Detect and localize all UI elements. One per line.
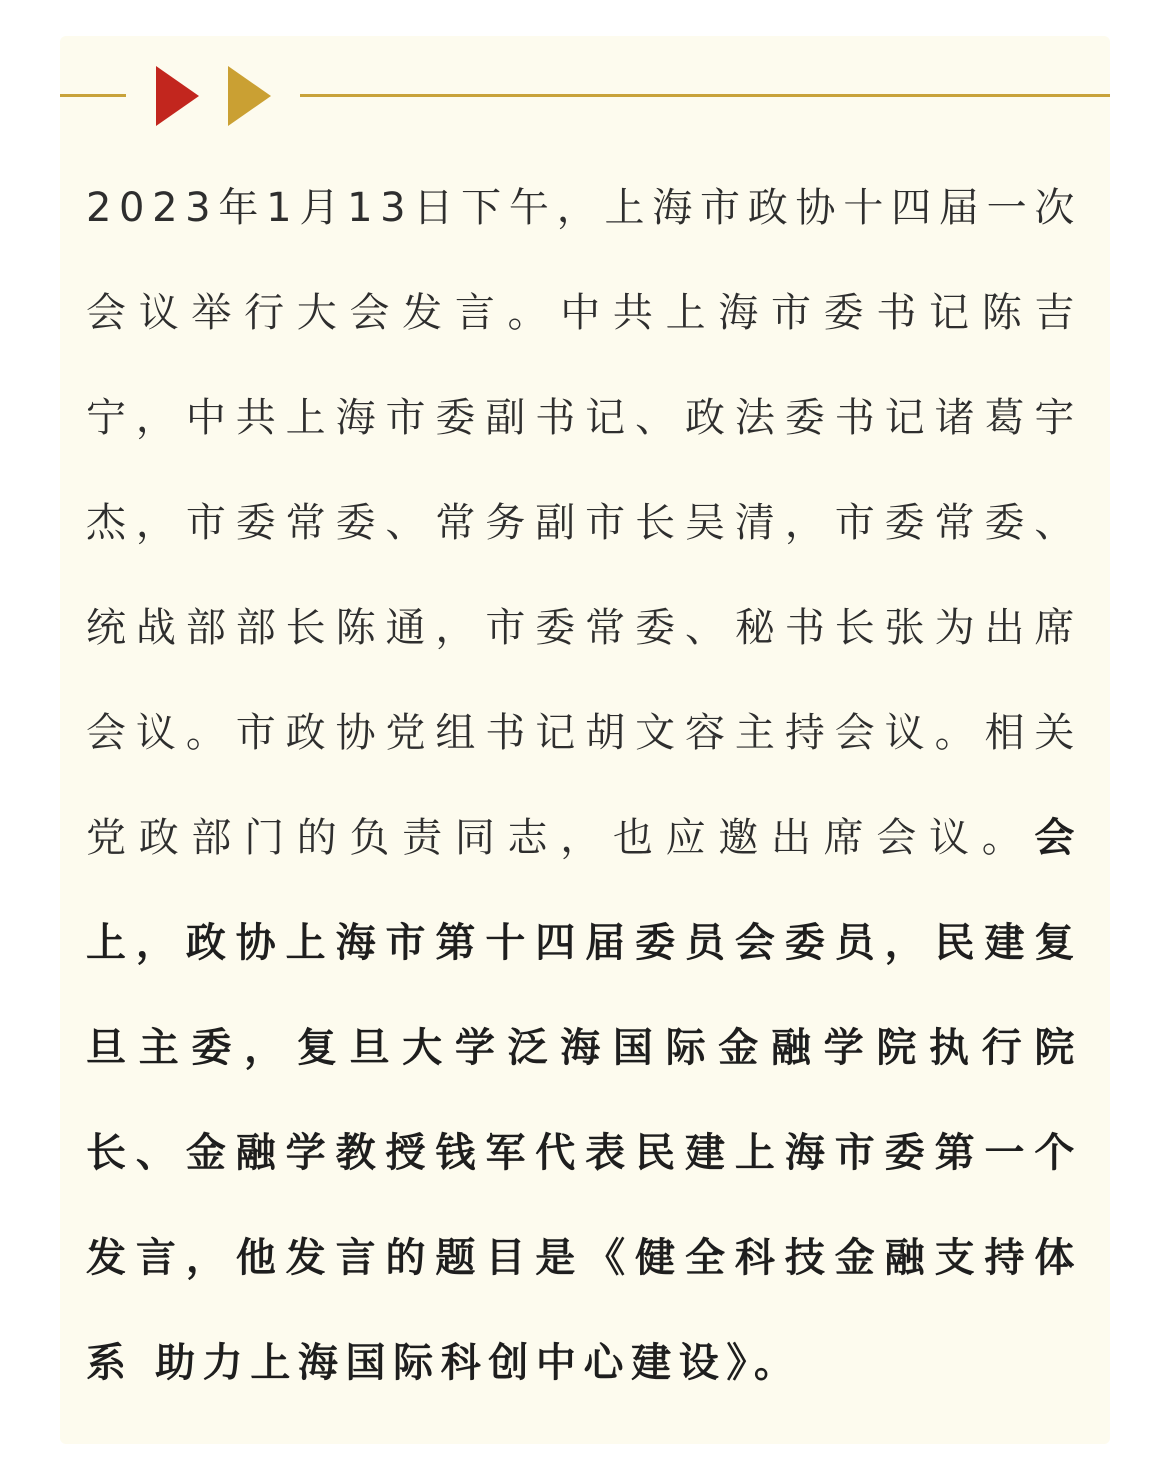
divider-line-left: [60, 94, 126, 97]
article-paragraph: [86, 156, 1082, 1416]
article-highlight-text: 会上，政协上海市第十四届委员会委员，民建复旦主委，复旦大学泛海国际金融学院执行院长、金融学教授钱军代表民建上海市委第一个发言，他发言的题目是《健全科技金融支持体系 助力上海国际科创中心建设》。: [86, 815, 1082, 1386]
divider-line-right: [300, 94, 1110, 97]
play-arrow-red-icon: [156, 66, 199, 126]
article-intro-text: 2023年1月13日下午，上海市政协十四届一次会议举行大会发言。中共上海市委书记陈吉宁，中共上海市委副书记、政法委书记诸葛宇杰，市委常委、常务副市长吴清，市委常委、统战部部长陈通，市委常委、秘书长张为出席会议。市政协党组书记胡文容主持会议。相关党政部门的负责同志，也应邀出席会议。: [86, 185, 1082, 861]
play-arrow-gold-icon: [228, 66, 271, 126]
section-header-divider: [60, 66, 1110, 126]
